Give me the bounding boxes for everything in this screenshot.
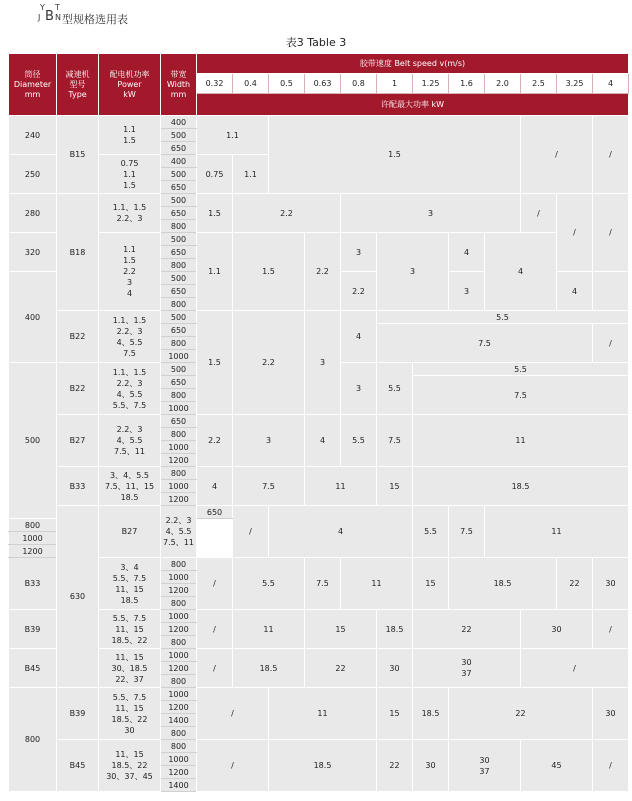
power-value-cell: 11: [485, 506, 629, 558]
power-value-cell: 2.2: [197, 415, 233, 467]
power-value-cell: 7.5: [449, 506, 485, 558]
power-value-cell: 22: [305, 649, 377, 688]
belt-width-cell: 800: [161, 467, 197, 480]
power-value-cell: 7.5: [377, 324, 593, 363]
power-value-cell: 30: [593, 688, 629, 740]
belt-width-cell: 1000: [161, 571, 197, 584]
speed-header: 2.0: [485, 74, 521, 94]
belt-width-cell: 650: [161, 207, 197, 220]
power-value-cell: 11: [269, 688, 377, 740]
power-value-cell: 2.2: [233, 194, 341, 233]
power-value-cell: /: [593, 324, 629, 363]
power-value-cell: 5.5: [233, 558, 305, 610]
power-value-cell: 4: [485, 233, 557, 311]
reducer-type-cell: B27: [57, 415, 99, 467]
speed-header: 1.6: [449, 74, 485, 94]
title-superscript-t: T: [55, 3, 60, 12]
power-value-cell: 1.1: [233, 155, 269, 194]
reducer-type-cell: B15: [57, 116, 99, 194]
title-text: 型规格选用表: [62, 13, 128, 26]
belt-width-cell: 1000: [161, 753, 197, 766]
power-value-cell: 1.5: [197, 194, 233, 233]
power-value-cell: 30 37: [449, 740, 521, 792]
power-value-cell: 11: [305, 467, 377, 506]
power-value-cell: 1.5: [269, 116, 521, 194]
document-title: [34, 2, 334, 26]
belt-width-cell: 1000: [161, 402, 197, 415]
reducer-type-cell: B39: [9, 610, 57, 649]
diameter-cell: 240: [9, 116, 57, 155]
power-value-cell: 15: [377, 467, 413, 506]
belt-width-cell: 1000: [9, 532, 57, 545]
belt-width-cell: 650: [161, 142, 197, 155]
speed-header: 3.25: [557, 74, 593, 94]
power-value-cell: /: [521, 649, 629, 688]
belt-width-cell: 650: [161, 415, 197, 428]
belt-width-cell: 1400: [161, 779, 197, 792]
power-value-cell: 11: [233, 610, 305, 649]
col-header-type: 减速机 型号 Type: [57, 54, 99, 116]
power-value-cell: 11: [413, 415, 629, 467]
power-value-cell: 4: [305, 415, 341, 467]
belt-width-cell: 800: [161, 675, 197, 688]
power-value-cell: 3: [377, 233, 449, 311]
power-value-cell: /: [521, 116, 593, 194]
power-value-cell: /: [593, 116, 629, 194]
diameter-cell: 400: [9, 272, 57, 363]
power-value-cell: 1.5: [233, 233, 305, 311]
power-value-cell: 5.5: [413, 506, 449, 558]
belt-width-cell: 800: [161, 597, 197, 610]
motor-power-cell: 3、4 5.5、7.5 11、15 18.5: [99, 558, 161, 610]
belt-width-cell: 500: [161, 129, 197, 142]
motor-power-cell: 1.1、1.5 2.2、3 4、5.5 7.5: [99, 311, 161, 363]
title-superscript-y: Y: [40, 3, 45, 12]
diameter-cell: 500: [9, 363, 57, 519]
belt-width-cell: 1200: [161, 623, 197, 636]
power-value-cell: 45: [521, 740, 593, 792]
power-value-cell: 18.5: [449, 558, 557, 610]
belt-width-cell: 400: [161, 116, 197, 129]
speed-header: 0.4: [233, 74, 269, 94]
power-value-cell: 5.5: [377, 311, 629, 324]
power-value-cell: 18.5: [413, 467, 629, 506]
reducer-type-cell: B33: [9, 558, 57, 610]
power-value-cell: 18.5: [413, 688, 449, 740]
power-value-cell: 1.1: [197, 116, 269, 155]
motor-power-cell: 1.1、1.5 2.2、3: [99, 194, 161, 233]
belt-width-cell: 1000: [161, 688, 197, 701]
power-value-cell: 15: [377, 688, 413, 740]
table-body: [9, 116, 629, 792]
power-value-cell: 1.5: [197, 311, 233, 415]
speed-header: 2.5: [521, 74, 557, 94]
belt-width-cell: 800: [161, 259, 197, 272]
reducer-type-cell: B45: [57, 740, 99, 792]
power-value-cell: /: [593, 194, 629, 272]
belt-width-cell: 800: [161, 428, 197, 441]
diameter-cell: 280: [9, 194, 57, 233]
motor-power-cell: 1.1、1.5 2.2、3 4、5.5 5.5、7.5: [99, 363, 161, 415]
speed-header: 1.25: [413, 74, 449, 94]
spec-table: [8, 53, 629, 792]
belt-width-cell: 800: [161, 220, 197, 233]
power-value-cell: /: [197, 610, 233, 649]
diameter-cell: 630: [57, 506, 99, 688]
belt-width-cell: 1000: [161, 480, 197, 493]
belt-width-cell: 1200: [161, 766, 197, 779]
power-value-cell: 3: [341, 233, 377, 272]
power-value-cell: 4: [341, 311, 377, 363]
power-value-cell: 30: [593, 558, 629, 610]
power-value-cell: 3: [233, 415, 305, 467]
belt-width-cell: 650: [161, 376, 197, 389]
motor-power-cell: 2.2、3 4、5.5 7.5、11: [99, 415, 161, 467]
belt-width-cell: 1000: [161, 649, 197, 662]
reducer-type-cell: B18: [57, 194, 99, 311]
power-value-cell: 11: [341, 558, 413, 610]
speed-header: 0.32: [197, 74, 233, 94]
power-value-cell: 7.5: [413, 376, 629, 415]
diameter-cell: 320: [9, 233, 57, 272]
power-value-cell: 5.5: [341, 415, 377, 467]
belt-width-cell: 1400: [161, 714, 197, 727]
title-subscript-j: J: [38, 13, 41, 22]
power-value-cell: 4: [197, 467, 233, 506]
belt-width-cell: 500: [161, 194, 197, 207]
reducer-type-cell: B39: [57, 688, 99, 740]
belt-width-cell: 400: [161, 155, 197, 168]
col-header-diameter: 筒径 Diameter mm: [9, 54, 57, 116]
title-letter-b: B: [45, 9, 54, 24]
belt-width-cell: 650: [197, 506, 233, 519]
power-value-cell: /: [557, 194, 593, 272]
belt-width-cell: 650: [161, 181, 197, 194]
power-value-cell: 15: [305, 610, 377, 649]
power-value-cell: /: [521, 194, 557, 233]
belt-width-cell: 1000: [161, 610, 197, 623]
power-value-cell: 18.5: [377, 610, 413, 649]
col-header-belt-speed: 胶带速度 Belt speed v(m/s): [197, 54, 629, 74]
belt-width-cell: 650: [161, 285, 197, 298]
table-caption: 表3 Table 3: [285, 36, 347, 49]
power-value-cell: 5.5: [413, 363, 629, 376]
power-value-cell: /: [197, 688, 269, 740]
motor-power-cell: 5.5、7.5 11、15 18.5、22 30: [99, 688, 161, 740]
power-value-cell: 0.75: [197, 155, 233, 194]
power-value-cell: 2.2: [341, 272, 377, 311]
motor-power-cell: 5.5、7.5 11、15 18.5、22: [99, 610, 161, 649]
power-value-cell: 5.5: [377, 363, 413, 415]
reducer-type-cell: B33: [57, 467, 99, 506]
power-value-cell: 18.5: [233, 649, 305, 688]
belt-width-cell: 1200: [161, 662, 197, 675]
reducer-type-cell: B22: [57, 311, 99, 363]
power-value-cell: /: [593, 740, 629, 792]
motor-power-cell: 11、15 30、18.5 22、37: [99, 649, 161, 688]
speed-header: 0.8: [341, 74, 377, 94]
allowed-power-header: 许配最大功率 kW: [197, 94, 629, 116]
power-value-cell: /: [197, 558, 233, 610]
belt-width-cell: 1200: [161, 584, 197, 597]
belt-width-cell: 800: [161, 337, 197, 350]
power-value-cell: 22: [413, 610, 521, 649]
belt-width-cell: 800: [161, 558, 197, 571]
belt-width-cell: 800: [161, 636, 197, 649]
belt-width-cell: 650: [161, 246, 197, 259]
belt-width-cell: 1200: [161, 701, 197, 714]
power-value-cell: 30 37: [413, 649, 521, 688]
belt-width-cell: 1200: [161, 493, 197, 506]
power-value-cell: 22: [449, 688, 593, 740]
belt-width-cell: 1000: [161, 441, 197, 454]
motor-power-cell: 0.75 1.1 1.5: [99, 155, 161, 194]
diameter-cell: 800: [9, 688, 57, 792]
power-value-cell: 18.5: [269, 740, 377, 792]
power-value-cell: 3: [449, 272, 485, 311]
belt-width-cell: 500: [161, 311, 197, 324]
power-value-cell: 3: [341, 363, 377, 415]
belt-width-cell: 800: [161, 389, 197, 402]
power-value-cell: 2.2: [233, 311, 305, 415]
power-value-cell: 30: [521, 610, 593, 649]
title-subscript-n: N: [55, 13, 61, 22]
table-header: [9, 54, 629, 116]
speed-header: 4: [593, 74, 629, 94]
speed-header: 0.5: [269, 74, 305, 94]
belt-width-cell: 500: [161, 363, 197, 376]
power-value-cell: /: [197, 649, 233, 688]
belt-width-cell: 650: [161, 324, 197, 337]
belt-width-cell: 500: [161, 233, 197, 246]
power-value-cell: 30: [377, 649, 413, 688]
power-value-cell: 3: [341, 194, 521, 233]
power-value-cell: 22: [557, 558, 593, 610]
reducer-type-cell: B27: [99, 506, 161, 558]
power-value-cell: 22: [377, 740, 413, 792]
speed-header: 0.63: [305, 74, 341, 94]
motor-power-cell: 1.1 1.5 2.2 3 4: [99, 233, 161, 311]
speed-header: 1: [377, 74, 413, 94]
belt-width-cell: 1200: [161, 454, 197, 467]
power-value-cell: 2.2: [305, 233, 341, 311]
power-value-cell: /: [593, 610, 629, 649]
belt-width-cell: 800: [161, 727, 197, 740]
motor-power-cell: 1.1 1.5: [99, 116, 161, 155]
belt-width-cell: 1000: [161, 350, 197, 363]
power-value-cell: 4: [557, 272, 593, 311]
belt-width-cell: 800: [161, 298, 197, 311]
power-value-cell: /: [197, 740, 269, 792]
power-value-cell: 4: [449, 233, 485, 272]
col-header-width: 带宽 Width mm: [161, 54, 197, 116]
power-value-cell: [593, 272, 629, 311]
power-value-cell: 4: [269, 506, 413, 558]
motor-power-cell: 11、15 18.5、22 30、37、45: [99, 740, 161, 792]
col-header-power: 配电机功率 Power kW: [99, 54, 161, 116]
power-value-cell: 7.5: [305, 558, 341, 610]
power-value-cell: 15: [413, 558, 449, 610]
belt-width-cell: 500: [161, 272, 197, 285]
power-value-cell: 7.5: [233, 467, 305, 506]
power-value-cell: /: [233, 506, 269, 558]
power-value-cell: 30: [413, 740, 449, 792]
diameter-cell: 250: [9, 155, 57, 194]
belt-width-cell: 800: [161, 740, 197, 753]
belt-width-cell: 1200: [9, 545, 57, 558]
belt-width-cell: 500: [161, 168, 197, 181]
power-value-cell: 1.1: [197, 233, 233, 311]
reducer-type-cell: B45: [9, 649, 57, 688]
motor-power-cell: 3、4、5.5 7.5、11、15 18.5: [99, 467, 161, 506]
power-value-cell: 3: [305, 311, 341, 415]
motor-power-cell: 2.2、3 4、5.5 7.5、11: [161, 506, 197, 558]
power-value-cell: 7.5: [377, 415, 413, 467]
belt-width-cell: 800: [9, 519, 57, 532]
reducer-type-cell: B22: [57, 363, 99, 415]
